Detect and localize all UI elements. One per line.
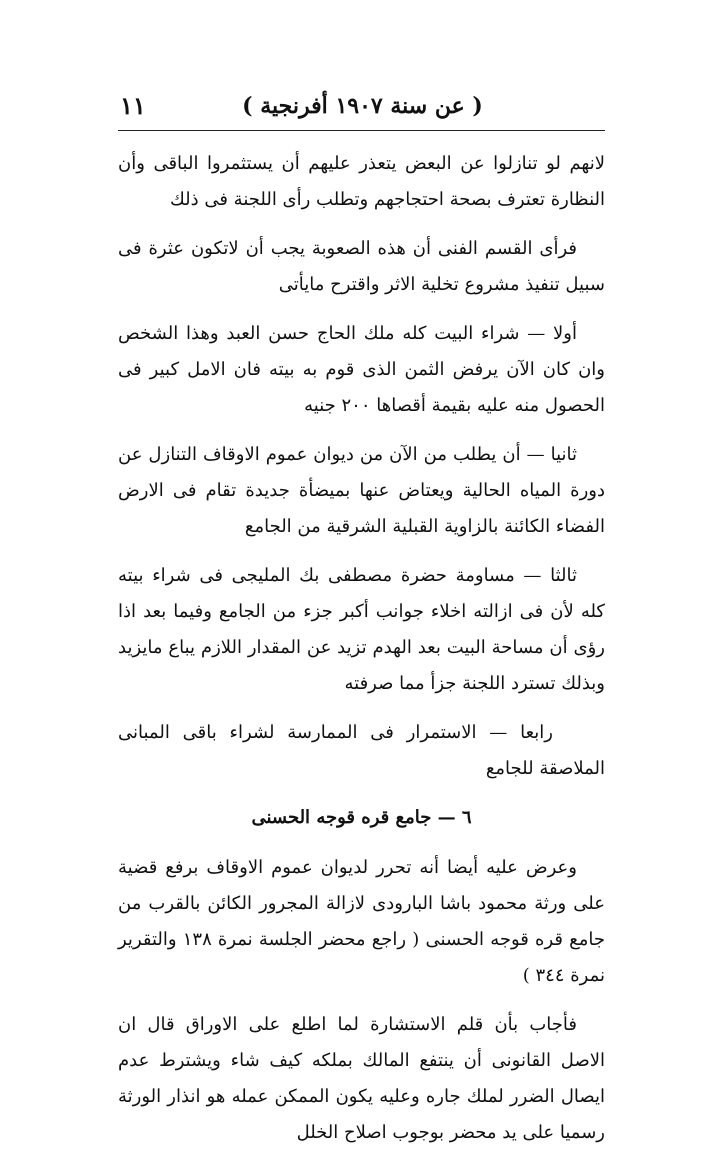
page-number: ١١ <box>120 91 146 120</box>
paragraph: ثانيا — أن يطلب من الآن من ديوان عموم الاوقاف التنازل عن دورة المياه الحالية ويعتاض عنها بميضأة جديدة تقام فى الارض الفضاء الكائنة بالزاوية القبلية الشرقية من الجامع <box>118 444 605 537</box>
paragraph: ثالثا — مساومة حضرة مصطفى بك المليجى فى شراء بيته كله لأن فى ازالته اخلاء جوانب أكبر جزء من الجامع وفيما بعد اذا رؤى أن مساحة البيت بعد الهدم تزيد عن المقدار اللازم يباع مايزيد وبذلك تسترد اللجنة جزأ مما صرفته <box>118 565 605 694</box>
paragraph: رابعا — الاستمرار فى الممارسة لشراء باقى المبانى الملاصقة للجامع <box>118 722 605 779</box>
body-text <box>118 146 605 1164</box>
paragraph: فرأى القسم الفنى أن هذه الصعوبة يجب أن لاتكون عثرة فى سبيل تنفيذ مشروع تخلية الاثر واقترح مايأتى <box>118 238 605 295</box>
paragraph: وعرض عليه أيضا أنه تحرر لديوان عموم الاوقاف برفع قضية على ورثة محمود باشا البارودى لازالة المجرور الكائن بالقرب من جامع قره قوجه الحسنى ( راجع محضر الجلسة نمرة ١٣٨ والتقرير نمرة ٣٤٤ ) <box>118 857 605 986</box>
paragraph: لانهم لو تنازلوا عن البعض يتعذر عليهم أن يستثمروا الباقى وأن النظارة تعترف بصحة احتجاجهم وتطلب رأى اللجنة فى ذلك <box>118 153 605 210</box>
paragraph: فأجاب بأن قلم الاستشارة لما اطلع على الاوراق قال ان الاصل القانونى أن ينتفع المالك بملكه كيف شاء ويشترط عدم ايصال الضرر لملك جاره وعليه يكون الممكن عمله هو انذار الورثة رسميا على يد محضر بوجوب اصلاح الخلل <box>118 1014 605 1143</box>
page-header <box>120 88 605 124</box>
section-heading: ٦ — جامع قره قوجه الحسنى <box>251 807 472 828</box>
running-title: ( عن سنة ١٩٠٧ أفرنجية ) <box>242 93 483 119</box>
header-rule <box>118 130 605 131</box>
paragraph: أولا — شراء البيت كله ملك الحاج حسن العبد وهذا الشخص وان كان الآن يرفض الثمن الذى قوم به بيته فان الامل كبير فى الحصول منه عليه بقيمة أقصاها ٢٠٠ جنيه <box>118 323 605 416</box>
